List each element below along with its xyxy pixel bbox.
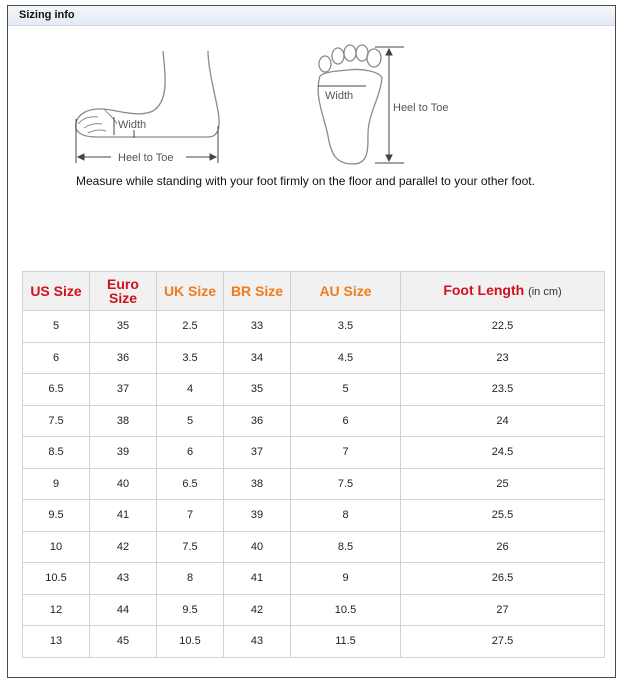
euro-size-cell: 40	[90, 468, 157, 500]
euro-size-cell: 41	[90, 500, 157, 532]
foot-length-cell: 23	[401, 342, 605, 374]
au-size-cell: 5	[291, 374, 401, 406]
br-size-cell: 35	[224, 374, 291, 406]
table-row	[23, 500, 605, 532]
us-size-cell: 6	[23, 342, 90, 374]
euro-size-cell: 38	[90, 405, 157, 437]
uk-size-cell: 2.5	[157, 311, 224, 343]
br-size-cell: 42	[224, 594, 291, 626]
us-size-cell: 12	[23, 594, 90, 626]
foot-length-cell: 27.5	[401, 626, 605, 658]
uk-size-cell: 7	[157, 500, 224, 532]
au-size-cell: 8	[291, 500, 401, 532]
col-header-foot-length: Foot Length (in cm)	[401, 272, 605, 311]
uk-size-cell: 7.5	[157, 531, 224, 563]
foot-length-cell: 22.5	[401, 311, 605, 343]
foot-length-cell: 24	[401, 405, 605, 437]
side-length-label: Heel to Toe	[118, 152, 174, 164]
br-size-cell: 34	[224, 342, 291, 374]
br-size-cell: 39	[224, 500, 291, 532]
foot-length-cell: 23.5	[401, 374, 605, 406]
euro-size-cell: 39	[90, 437, 157, 469]
euro-size-cell: 44	[90, 594, 157, 626]
size-chart-body	[23, 311, 605, 658]
sizing-info-panel	[7, 5, 616, 678]
table-row	[23, 563, 605, 595]
table-header-row	[23, 272, 605, 311]
au-size-cell: 6	[291, 405, 401, 437]
au-size-cell: 7	[291, 437, 401, 469]
euro-size-cell: 35	[90, 311, 157, 343]
uk-size-cell: 10.5	[157, 626, 224, 658]
euro-size-cell: 45	[90, 626, 157, 658]
us-size-cell: 10.5	[23, 563, 90, 595]
foot-length-cell: 26	[401, 531, 605, 563]
col-header-us: US Size	[23, 272, 90, 311]
br-size-cell: 36	[224, 405, 291, 437]
col-header-uk: UK Size	[157, 272, 224, 311]
uk-size-cell: 6	[157, 437, 224, 469]
au-size-cell: 11.5	[291, 626, 401, 658]
br-size-cell: 33	[224, 311, 291, 343]
us-size-cell: 5	[23, 311, 90, 343]
euro-size-cell: 37	[90, 374, 157, 406]
col-header-euro: Euro Size	[90, 272, 157, 311]
size-chart-table	[22, 271, 605, 658]
panel-title: Sizing info	[19, 9, 75, 21]
us-size-cell: 13	[23, 626, 90, 658]
foot-measure-diagram	[8, 6, 617, 206]
us-size-cell: 6.5	[23, 374, 90, 406]
au-size-cell: 4.5	[291, 342, 401, 374]
table-row	[23, 342, 605, 374]
euro-size-cell: 42	[90, 531, 157, 563]
foot-length-cell: 26.5	[401, 563, 605, 595]
foot-length-cell: 24.5	[401, 437, 605, 469]
col-header-au: AU Size	[291, 272, 401, 311]
euro-size-cell: 43	[90, 563, 157, 595]
uk-size-cell: 3.5	[157, 342, 224, 374]
uk-size-cell: 6.5	[157, 468, 224, 500]
us-size-cell: 9	[23, 468, 90, 500]
us-size-cell: 8.5	[23, 437, 90, 469]
uk-size-cell: 8	[157, 563, 224, 595]
au-size-cell: 10.5	[291, 594, 401, 626]
table-row	[23, 374, 605, 406]
table-row	[23, 405, 605, 437]
foot-length-unit: (in cm)	[528, 286, 562, 298]
us-size-cell: 10	[23, 531, 90, 563]
uk-size-cell: 4	[157, 374, 224, 406]
uk-size-cell: 5	[157, 405, 224, 437]
euro-size-cell: 36	[90, 342, 157, 374]
col-header-br: BR Size	[224, 272, 291, 311]
au-size-cell: 3.5	[291, 311, 401, 343]
table-row	[23, 311, 605, 343]
table-row	[23, 626, 605, 658]
br-size-cell: 40	[224, 531, 291, 563]
side-view-foot	[76, 51, 219, 137]
us-size-cell: 9.5	[23, 500, 90, 532]
br-size-cell: 41	[224, 563, 291, 595]
table-row	[23, 531, 605, 563]
us-size-cell: 7.5	[23, 405, 90, 437]
br-size-cell: 38	[224, 468, 291, 500]
uk-size-cell: 9.5	[157, 594, 224, 626]
top-length-label: Heel to Toe	[393, 102, 449, 114]
au-size-cell: 9	[291, 563, 401, 595]
foot-length-cell: 27	[401, 594, 605, 626]
table-row	[23, 437, 605, 469]
table-row	[23, 594, 605, 626]
top-view-foot	[318, 45, 382, 164]
top-width-label: Width	[325, 90, 354, 102]
side-width-label: Width	[118, 119, 147, 131]
table-row	[23, 468, 605, 500]
br-size-cell: 43	[224, 626, 291, 658]
foot-length-cell: 25	[401, 468, 605, 500]
measure-instruction: Measure while standing with your foot firmly on the floor and parallel to your other foot.	[76, 174, 535, 188]
au-size-cell: 7.5	[291, 468, 401, 500]
br-size-cell: 37	[224, 437, 291, 469]
foot-length-cell: 25.5	[401, 500, 605, 532]
au-size-cell: 8.5	[291, 531, 401, 563]
